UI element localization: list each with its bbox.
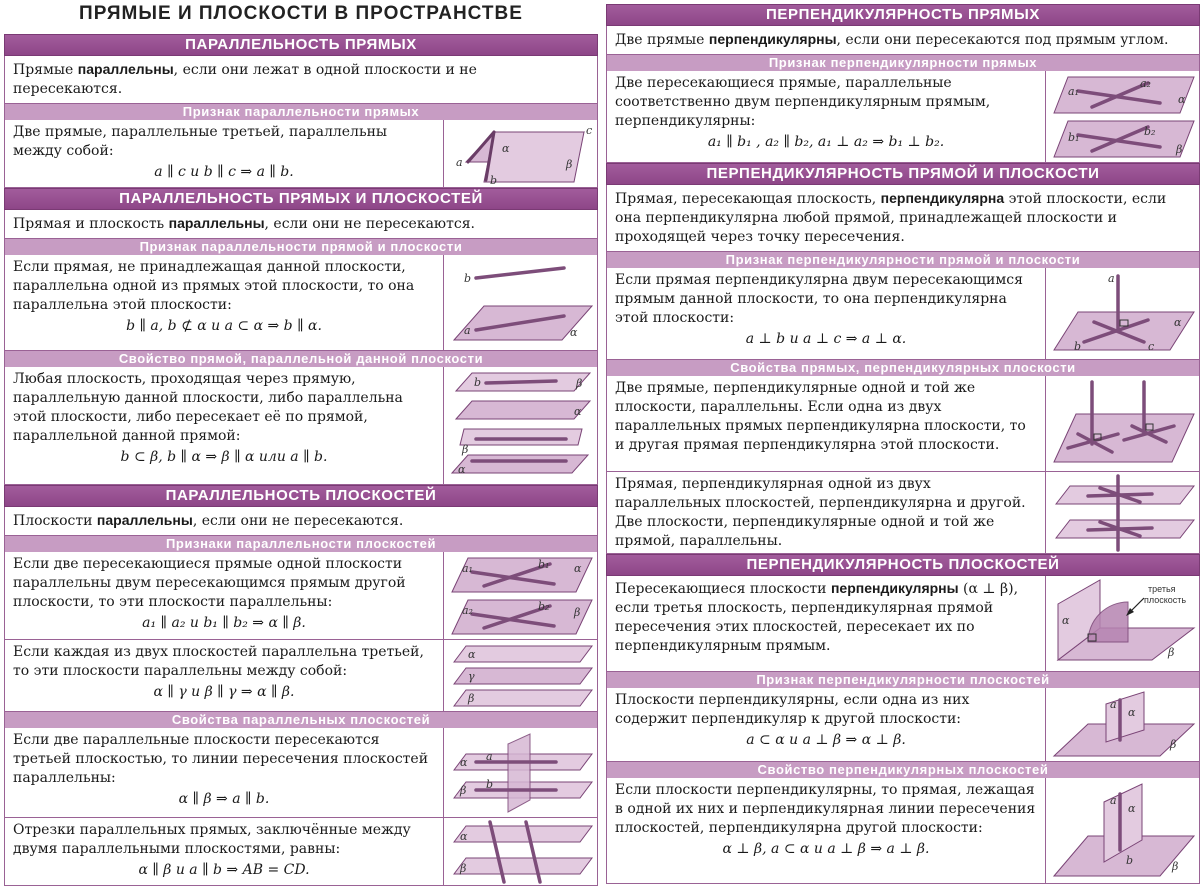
fig-svg [1048,690,1198,760]
sign-formula: a ∥ c и b ∥ c ⇒ a ∥ b. [154,164,294,180]
perpendicular-planes-property [606,778,1200,884]
label-alpha: α [569,325,577,339]
def-keyword: перпендикулярны [708,31,837,47]
label-b2: b₂ [537,599,549,613]
fig-svg [446,730,596,816]
def-keyword: перпендикулярны [830,580,959,596]
perpendicular-planes-prop-header: Свойство перпендикулярных плоскостей [606,762,1200,778]
line-plane-property [4,367,598,485]
prop2-text: Прямая, перпендикулярная одной из двух параллельных плоскостей, перпендикулярна и другой. Две плоскости, перпендикулярные одной и той же прямой, параллельны. [615,476,1026,549]
label-b: b [473,375,481,389]
label-c: c [1147,339,1154,353]
section-line-plane-parallel-header: ПАРАЛЛЕЛЬНОСТЬ ПРЯМЫХ И ПЛОСКОСТЕЙ [4,188,598,210]
figure-line-in-perp-plane [1045,778,1199,883]
parallel-planes-sign-2 [4,640,598,712]
perpendicular-lines-sign-header: Признак перпендикулярности прямых [606,55,1200,71]
parallel-planes-sign-1 [4,552,598,640]
label-alpha: α [1061,613,1069,627]
def-keyword: параллельны [96,512,193,528]
line-plane-perp-props-header: Свойства прямых, перпендикулярных плоскости [606,360,1200,376]
parallel-planes-prop-1 [4,728,598,818]
sign-text: Если прямая, не принадлежащая данной плоскости, параллельна одной из прямых этой плоскости, то она параллельна этой плоскости: [13,259,415,313]
sign-text: Если прямая перпендикулярна двум пересекающимся прямым данной плоскости, то она перпендикулярна этой плоскости: [615,272,1023,326]
prop1-text: Если две параллельные плоскости пересекаются третьей плоскостью, то линии пересечения плоскостей параллельны: [13,732,429,786]
section-line-plane-perp-header: ПЕРПЕНДИКУЛЯРНОСТЬ ПРЯМОЙ И ПЛОСКОСТИ [606,163,1200,185]
label-alpha: α [459,829,467,843]
label-alpha: α [1177,92,1185,106]
section-parallel-lines-header: ПАРАЛЛЕЛЬНОСТЬ ПРЯМЫХ [4,34,598,56]
label-a: a [485,749,493,763]
label-a: a [455,155,463,169]
section-parallel-planes-header: ПАРАЛЛЕЛЬНОСТЬ ПЛОСКОСТЕЙ [4,485,598,507]
def-keyword: параллельны [77,61,174,77]
sign-text: Две прямые, параллельные третьей, параллельны между собой: [13,124,388,159]
fig-svg [1048,73,1198,161]
label-beta: β [1171,859,1178,873]
label-b2: b₂ [1143,124,1155,138]
sign-formula: a₁ ∥ b₁ , a₂ ∥ b₂, a₁ ⊥ a₂ ⇒ b₁ ⊥ b₂. [707,134,945,150]
label-beta: β [1167,645,1174,659]
right-column [606,0,1200,884]
figure-equal-segments [443,818,597,885]
label-beta: β [575,376,582,390]
label-beta: β [459,861,466,875]
parallel-lines-sign [4,120,598,188]
def-post: (α ⊥ β), если третья плоскость, перпендикулярная прямой пересечения этих плоскостей, пересекает их по перпендикулярным прямым. [615,581,1019,654]
parallel-lines-sign-header: Признак параллельности прямых [4,104,598,120]
def-pre: Прямая, пересекающая плоскость, [615,191,881,207]
figure-plane-through-line [443,367,597,484]
line-plane-definition [4,210,598,239]
label-b: b [463,271,471,285]
line-plane-sign [4,255,598,351]
def-pre: Две прямые [615,32,709,48]
def-pre: Плоскости [13,513,97,529]
def-post: , если они лежат в одной плоскости и не пересекаются. [13,62,477,97]
label-a2: a₂ [461,603,473,617]
label-alpha: α [573,561,581,575]
label-a: a [1107,271,1115,285]
figure-planes-cut-by-third [443,728,597,817]
label-b1: b₁ [1067,130,1079,144]
prop2-formula: α ∥ β и a ∥ b ⇒ AB = CD. [138,862,310,878]
label-alpha: α [1173,315,1181,329]
perpendicular-planes-sign [606,688,1200,762]
line-plane-perp-prop-1 [606,376,1200,472]
figure-three-parallel-planes [443,640,597,711]
page-title: ПРЯМЫЕ И ПЛОСКОСТИ В ПРОСТРАНСТВЕ [79,3,523,24]
label-b: b [489,173,497,186]
figure-line-parallel-plane [443,255,597,350]
sign1-formula: a₁ ∥ a₂ и b₁ ∥ b₂ ⇒ α ∥ β. [142,615,306,631]
figure-plane-with-perpendicular [1045,688,1199,761]
figure-crossing-lines-planes [443,552,597,639]
label-a2: a₂ [1139,76,1151,90]
label-b: b [485,777,493,791]
label-a: a [463,323,471,337]
fig-svg [1048,578,1198,670]
label-alpha: α [459,755,467,769]
label-b: b [1125,853,1133,867]
def-pre: Прямые [13,62,78,78]
parallel-lines-definition [4,56,598,104]
def-keyword: параллельны [168,215,265,231]
fig-svg [1048,474,1198,552]
fig-svg [446,258,596,348]
label-c: c [585,123,592,137]
sign-text: Две пересекающиеся прямые, параллельные соответственно двум перпендикулярным прямым, перпендикулярны: [615,75,991,129]
label-alpha: α [467,647,475,661]
sign2-text: Если каждая из двух плоскостей параллельна третьей, то эти плоскости параллельны между собой: [13,644,424,679]
section-perpendicular-planes-header: ПЕРПЕНДИКУЛЯРНОСТЬ ПЛОСКОСТЕЙ [606,554,1200,576]
line-plane-perp-sign [606,268,1200,360]
prop-formula: α ⊥ β, a ⊂ α и a ⊥ β ⇒ a ⊥ β. [722,841,930,857]
fig-svg [446,642,596,710]
label-beta: β [573,605,580,619]
sign-formula: a ⊂ α и a ⊥ β ⇒ α ⊥ β. [746,732,906,748]
perpendicular-planes-definition [606,576,1200,672]
sign2-formula: α ∥ γ и β ∥ γ ⇒ α ∥ β. [153,684,295,700]
prop-text: Любая плоскость, проходящая через прямую, параллельную данной плоскости, либо параллельна этой плоскости, либо пересекает её по прямой, параллельной данной прямой: [13,371,403,444]
def-post: , если они не пересекаются. [192,513,404,529]
label-beta: β [467,691,474,705]
sign-formula: a ⊥ b и a ⊥ c ⇒ a ⊥ α. [745,331,907,347]
sign-text: Плоскости перпендикулярны, если одна из них содержит перпендикуляр к другой плоскости: [615,692,970,727]
figure-two-planes-parallel-lines [443,120,597,187]
left-column [4,0,598,886]
prop-formula: b ⊂ β, b ∥ α ⇒ β ∥ α или a ∥ b. [120,449,328,465]
figure-line-perpendicular-plane [1045,268,1199,359]
def-post: , если они пересекаются под прямым углом. [836,32,1169,48]
fig-svg [1048,270,1198,358]
fig-svg [1048,780,1198,882]
label-alpha: α [501,141,509,155]
fig-svg [446,554,596,638]
label-beta-2: β [461,442,468,456]
label-beta: β [565,157,572,171]
line-plane-perp-sign-header: Признак перпендикулярности прямой и плоскости [606,252,1200,268]
label-third: третья [1147,583,1176,594]
perpendicular-lines-definition [606,26,1200,55]
parallel-planes-props-header: Свойства параллельных плоскостей [4,712,598,728]
parallel-planes-definition [4,507,598,536]
line-plane-perp-definition [606,185,1200,252]
label-alpha: α [1127,801,1135,815]
label-alpha-2: α [457,462,465,476]
parallel-planes-prop-2 [4,818,598,886]
def-post: этой плоскости, если она перпендикулярна любой прямой, принадлежащей плоскости и проходящей через точку пересечения. [615,191,1167,245]
perpendicular-lines-sign [606,71,1200,163]
figure-two-perp-lines [1045,376,1199,471]
sign1-text: Если две пересекающиеся прямые одной плоскости параллельны двум пересекающимся прямым другой плоскости, то эти плоскости параллельны: [13,556,406,610]
def-post: , если они не пересекаются. [264,216,475,232]
fig-svg [446,820,596,884]
label-a1: a₁ [1067,84,1079,98]
label-a: a [1109,697,1117,711]
prop1-text: Две прямые, перпендикулярные одной и той же плоскости, параллельны. Если одна из двух параллельных прямых перпендикулярна плоскости, то и другая прямая перпендикулярна этой плоскости. [615,380,1026,453]
line-plane-perp-prop-2 [606,472,1200,554]
prop2-text: Отрезки параллельных прямых, заключённые между двумя параллельными плоскостями, равны: [13,822,411,857]
label-a: a [1109,793,1117,807]
perpendicular-planes-sign-header: Признак перпендикулярности плоскостей [606,672,1200,688]
def-pre: Прямая и плоскость [13,216,169,232]
label-beta: β [1175,142,1182,156]
prop-text: Если плоскости перпендикулярны, то прямая, лежащая в одной их них и перпендикулярная линии пересечения плоскостей, перпендикулярна другой плоскости: [615,782,1036,836]
sign-formula: b ∥ a, b ⊄ α и a ⊂ α ⇒ b ∥ α. [126,318,322,334]
line-plane-property-header: Свойство прямой, параллельной данной плоскости [4,351,598,367]
label-beta: β [1169,737,1176,751]
figure-perpendicular-planes [1045,576,1199,671]
label-a1: a₁ [461,561,473,575]
figure-perp-line-two-planes [1045,472,1199,553]
def-keyword: перпендикулярна [880,190,1005,206]
prop1-formula: α ∥ β ⇒ a ∥ b. [178,791,270,807]
def-pre: Пересекающиеся плоскости [615,581,831,597]
section-perpendicular-lines-header: ПЕРПЕНДИКУЛЯРНОСТЬ ПРЯМЫХ [606,4,1200,26]
label-b: b [1073,339,1081,353]
label-beta: β [459,783,466,797]
label-b1: b₁ [537,557,549,571]
line-plane-sign-header: Признак параллельности прямой и плоскости [4,239,598,255]
label-plane: плоскость [1143,594,1186,605]
fig-svg [1048,378,1198,470]
label-gamma: γ [467,669,475,683]
parallel-planes-signs-header: Признаки параллельности плоскостей [4,536,598,552]
label-alpha: α [573,404,581,418]
label-alpha: α [1127,705,1135,719]
fig-svg [446,369,596,483]
figure-perpendicular-lines-planes [1045,71,1199,162]
fig-svg [446,122,596,186]
